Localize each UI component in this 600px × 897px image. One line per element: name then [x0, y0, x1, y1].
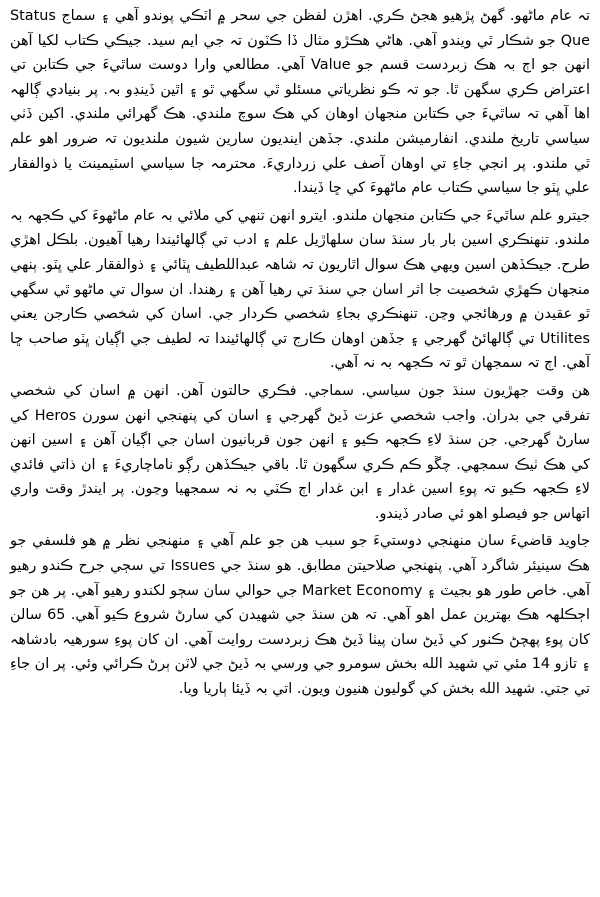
article-paragraph-1: تہ عام ماڻهو. گهڻ پڙهيو هجڻ ڪري. اهڙن لفظن جي سحر ۾ اٽڪي پوندو آهي ۽ سماج Status Que جو شڪار ٿي ويندو آهي. هاڻي هڪڙو مثال ڏا ڪٽون تہ جي ايم سيد. جيڪي ڪتاب لکيا آهن انهن جو اڄ بہ هڪ زبردست قسم جو Value آهي. مطالعي وارا دوست ساٿيءَ جي ڪتابن تي اعتراض ڪري سگهن ٿا. جو تہ ڪو نظرياتي مسئلو ٿي سگهي ٿو ۽ اٿين ڏينڊو بہ. پر بنيادي ڳالهہ اها آهي تہ ساٿيءَ جي ڪتابن منجهان اوهان کي هڪ سوچ ملندي. هڪ گهرائي ملندي. اکين ڏٺي سياسي تاريخ ملندي. انفارميشن ملندي. جڏهن اينديون سارين شيون ملنديون تہ ضرور اهو علم ٿي ملندو. پر انجي جاءِ تي اوهان آصف علي زرداريءَ. محترمہ جا سياسي اسٽيمينٽ يا ذوالفقار علي ڀٽو جا سياسي ڪتاب عام ماڻهوءَ کي ڇا ڏيندا.	[10, 8, 590, 197]
article-paragraph-3: هن وقت جهڙيون سنڌ جون سياسي. سماجي. فڪري حالتون آهن. انهن ۾ اسان کي شخصي تفرقي جي بدران. واجب شخصي عزت ڏيڻ گهرجي ۽ اسان کي پنهنجي انهن سورن Heros کي سارڻ گهرجي. جن سنڌ لاءِ ڪجهہ ڪيو ۽ انهن جون قربانيون اسان جي اڳيان آهن ۽ اسين انهن کي هڪ ٺيڪ سمجهي. چڱو ڪم ڪري سگهون ٿا. باقي جيڪڏهن رڳو ناماچاريءَ ۽ ان ذاتي فائدي لاءِ ڪجهہ ڪيو تہ پوءِ اسين غدار ۽ ابن غدار اڄ ڪٽي بہ نہ سمجهيا وڃون. پر ايندڙ وقت واري اتهاس جو فيصلو اهو ئي صادر ڏيندو.	[10, 382, 591, 522]
article-paragraph-2: جيترو علم ساٿيءَ جي ڪتابن منجهان ملندو. ايترو انهن تنهي کي ملائي بہ عام ماڻهوءَ کي ڪجهہ بہ ملندو. تنهنڪري اسين بار بار سنڌ سان سلهاڙيل علم ۽ ادب تي ڳالهائيندا رهيا آهيون. بلڪل اهڙي طرح. جيڪڏهن اسين ويهي هڪ سوال اٿاريون تہ شاهہ عبداللطيف ڀٽائي ۽ ذوالفقار علي ڀٽو. ٻنهي منجهان ڪهڙي شخصيت جا اثر اسان جي سنڌ تي رهيا آهن ۽ رهندا. ان سوال تي ماڻهو ٿي سگهي ٿو عقيدن ۾ ورهائجي وڃن. تنهنڪري بجاءِ شخصي ڪردار جي. اسان کي شخصي ڪارجن يعني Utilites تي ڳالهائڻ گهرجي ۽ جڏهن اوهان ڪارج تي ڳالهائيندا تہ لطيف جي اڳيان ڀٽو صاحب ڇا آهي. اڄ تہ سمجهان ٿو تہ ڪجهہ بہ نہ آهي.	[10, 207, 590, 372]
article-paragraph-4: جاويد قاضيءَ سان منهنجي دوستيءَ جو سبب هن جو علم آهي ۽ منهنجي نظر ۾ هو فلسفي جو هڪ سينيئر شاگرد آهي. پنهنجي صلاحيتن مطابق. هو سنڌ جي Issues تي سڄي جرح ڪندو رهيو آهي. خاص طور هو بجيٽ ۽ Market Economy جي حوالي سان سڄو لکندو رهيو آهي. پر هن جو اڄڪلهہ هڪ بهترين عمل اهو آهي. تہ هن سنڌ جي شهيدن کي سارڻ شروع ڪيو آهي. 65 سالن کان پوءِ پهچڻ ڪنور کي ڏيڻ سان پيٺا ڏيڻ هڪ زبردست روايت آهي. ان کان پوءِ سورهيہ بادشاهہ ۽ تازو 14 مئي تي شهيد الله بخش سومرو جي ورسي بہ ڏيڻ جي لاٽن ٻرڻ ڪرائي وئي. پر ان جاءِ تي جتي. شهيد الله بخش کي گوليون هنيون ويون. اتي بہ ڏيئا ٻاريا ويا.	[10, 533, 591, 698]
